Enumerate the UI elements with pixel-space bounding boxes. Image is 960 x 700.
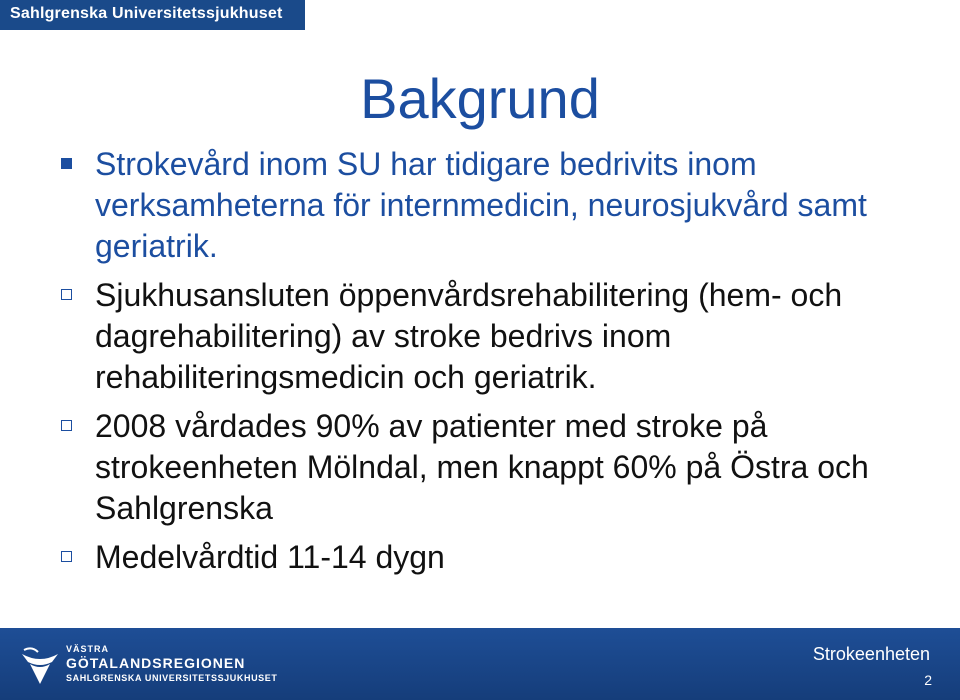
bullet-item — [55, 275, 915, 398]
institution-name: Sahlgrenska Universitetssjukhuset — [10, 5, 283, 22]
bullet-item — [55, 537, 915, 578]
bullet-marker-icon — [61, 158, 72, 169]
bullet-text: Sjukhusansluten öppenvårdsrehabilitering (hem- och dagrehabilitering) av stroke bedrivs inom rehabiliteringsmedicin och geriatrik. — [95, 277, 843, 395]
bullet-text: Strokevård inom SU har tidigare bedrivits inom verksamheterna för internmedicin, neurosjukvård samt geriatrik. — [95, 146, 867, 264]
bullet-text: 2008 vårdades 90% av patienter med stroke på strokeenheten Mölndal, men knappt 60% på Östra och Sahlgrenska — [95, 408, 869, 526]
bullet-item — [55, 144, 915, 267]
bullet-list — [55, 144, 915, 586]
bullet-marker-icon — [61, 420, 72, 431]
vgr-logo — [18, 642, 278, 692]
page-number: 2 — [924, 672, 932, 688]
bullet-marker-icon — [61, 551, 72, 562]
slide-title-text: Bakgrund — [360, 67, 600, 130]
slide-title — [0, 66, 960, 132]
footer-unit-label: Strokeenheten — [812, 644, 930, 664]
bullet-marker-icon — [61, 289, 72, 300]
bullet-item — [55, 406, 915, 529]
logo-text-line3: SAHLGRENSKA UNIVERSITETSSJUKHUSET — [66, 673, 278, 683]
bullet-text: Medelvårdtid 11-14 dygn — [95, 539, 445, 575]
footer-bar — [0, 628, 960, 700]
header-bar — [0, 0, 305, 30]
vgr-emblem-icon — [18, 644, 62, 688]
logo-text-line1: VÄSTRA — [66, 644, 110, 654]
logo-text-line2: GÖTALANDSREGIONEN — [66, 655, 246, 671]
